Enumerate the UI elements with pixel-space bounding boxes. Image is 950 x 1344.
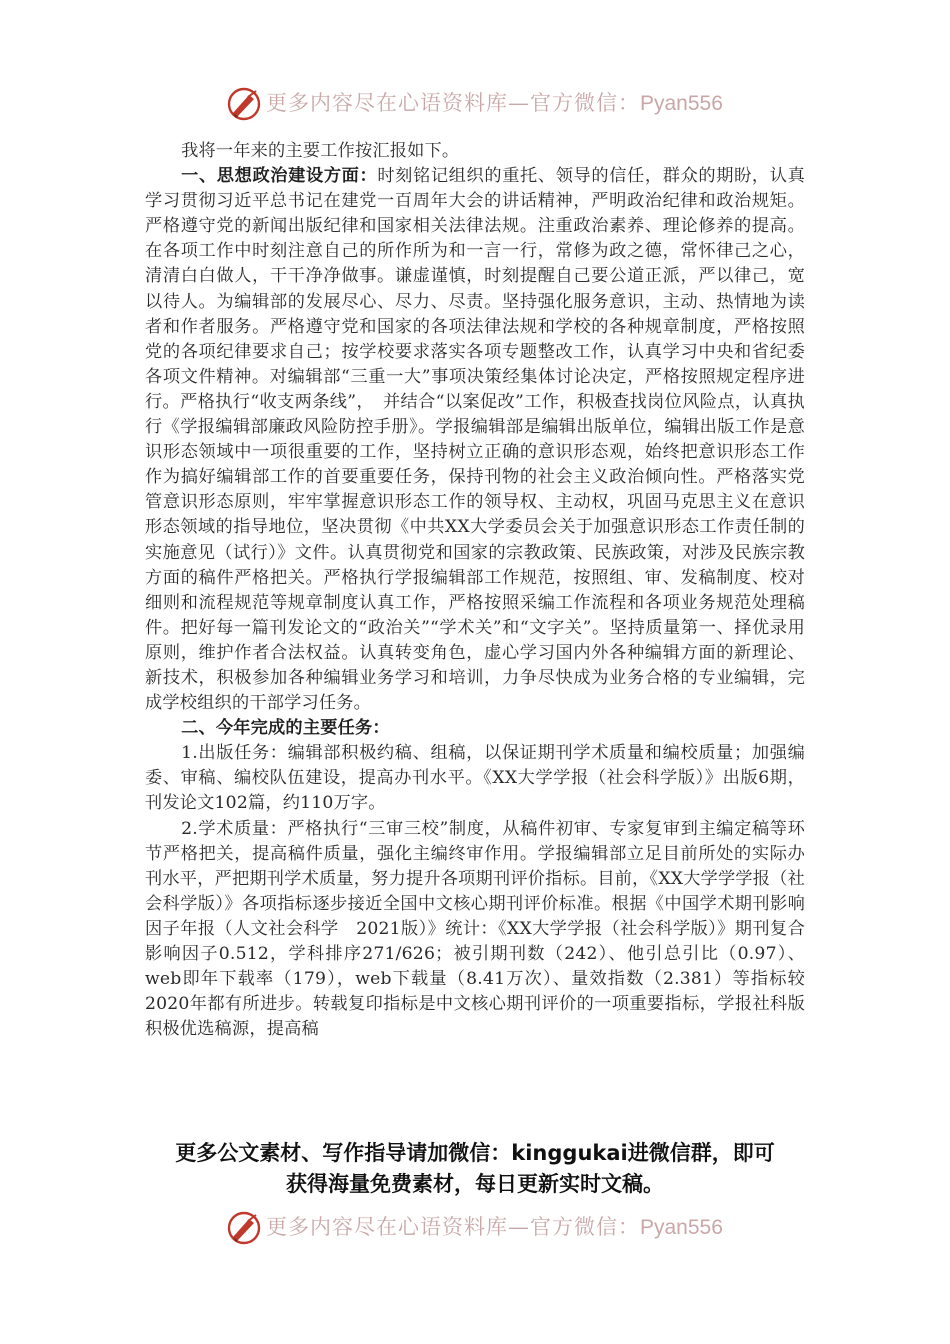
promo-banner (140, 1138, 810, 1200)
promo-line: 获得海量免费素材，每日更新实时文稿。 (286, 1172, 664, 1196)
watermark-header (0, 84, 950, 124)
paragraph: 我将一年来的主要工作按汇报如下。 (181, 141, 460, 161)
watermark-text: 更多内容尽在心语资料库—官方微信：Pyan556 (266, 1215, 723, 1239)
promo-line: 更多公文素材、写作指导请加微信：kinggukai进微信群，即可 (175, 1141, 775, 1165)
pen-logo-icon (226, 86, 262, 122)
paragraph: 2.学术质量：严格执行“三审三校”制度，从稿件初审、专家复审到主编定稿等环节严格把关，提高稿件质量，强化主编终审作用。学报编辑部立足目前所处的实际办刊水平，严把期刊学术质量，努力提升各项期刊评价指标。目前，《XX大学学学报（社会科学版）》各项指标逐步接近全国中文核心期刊评价标准。根据《中国学术期刊影响因子年报（人文社会科学 2021版）》统计：《XX大学学报（社会科学版）》期刊复合影响因子0.512，学科排序271/626；被引期刊数（242）、他引总引比（0.97）、web即年下载率（179），web下载量（8.41万次）、量效指数（2.381）等指标较2020年都有所进步。转载复印指标是中文核心期刊评价的一项重要指标，学报社科版积极优选稿源，提高稿 (145, 818, 805, 1040)
pen-logo-icon (226, 1210, 262, 1246)
paragraph: 一、思想政治建设方面：时刻铭记组织的重托、领导的信任，群众的期盼，认真学习贯彻习近平总书记在建党一百周年大会的讲话精神，严明政治纪律和政治规矩。严格遵守党的新闻出版纪律和国家相关法律法规。注重政治素养、理论修养的提高。在各项工作中时刻注意自己的所作所为和一言一行，常修为政之德，常怀律己之心，清清白白做人，干干净净做事。谦虚谨慎，时刻提醒自己要公道正派，严以律己，宽以待人。为编辑部的发展尽心、尽力、尽责。坚持强化服务意识，主动、热情地为读者和作者服务。严格遵守党和国家的各项法律法规和学校的各种规章制度，严格按照党的各项纪律要求自己；按学校要求落实各项专题整改工作，认真学习中央和省纪委各项文件精神。对编辑部“三重一大”事项决策经集体讨论决定，严格按照规定程序进行。严格执行“收支两条线”， 并结合“以案促改”工作，积极查找岗位风险点，认真执行《学报编辑部廉政风险防控手册》。学报编辑部是编辑出版单位，编辑出版工作是意识形态领域中一项很重要的工作，坚持树立正确的意识形态观，始终把意识形态工作作为搞好编辑部工作的首要重要任务，保持刊物的社会主义政治倾向性。严格落实党管意识形态原则，牢牢掌握意识形态工作的领导权、主动权，巩固马克思主义在意识形态领域的指导地位，坚决贯彻《中共XX大学委员会关于加强意识形态工作责任制的实施意见（试行）》文件。认真贯彻党和国家的宗教政策、民族政策，对涉及民族宗教方面的稿件严格把关。严格执行学报编辑部工作规范，按照组、审、发稿制度、校对细则和流程规范等规章制度认真工作，严格按照采编工作流程和各项业务规范处理稿件。把好每一篇刊发论文的“政治关”“学术关”和“文字关”。坚持质量第一、择优录用原则，维护作者合法权益。认真转变角色，虚心学习国内外各种编辑方面的新理论、新技术，积极参加各种编辑业务学习和培训，力争尽快成为业务合格的专业编辑，完成学校组织的干部学习任务。 (145, 166, 805, 714)
watermark-id: Pyan556 (640, 92, 723, 115)
watermark-footer (0, 1208, 950, 1248)
paragraph (145, 716, 805, 741)
watermark-id: Pyan556 (640, 1216, 723, 1239)
document-body (145, 139, 805, 1042)
watermark-text: 更多内容尽在心语资料库—官方微信：Pyan556 (266, 91, 723, 115)
section-heading: 二、今年完成的主要任务： (181, 718, 390, 739)
section-heading: 一、思想政治建设方面： (181, 166, 378, 187)
paragraph: 1.出版任务：编辑部积极约稿、组稿，以保证期刊学术质量和编校质量；加强编委、审稿、编校队伍建设，提高办刊水平。《XX大学学报（社会科学版）》出版6期，刊发论文102篇，约110万字。 (145, 743, 805, 814)
